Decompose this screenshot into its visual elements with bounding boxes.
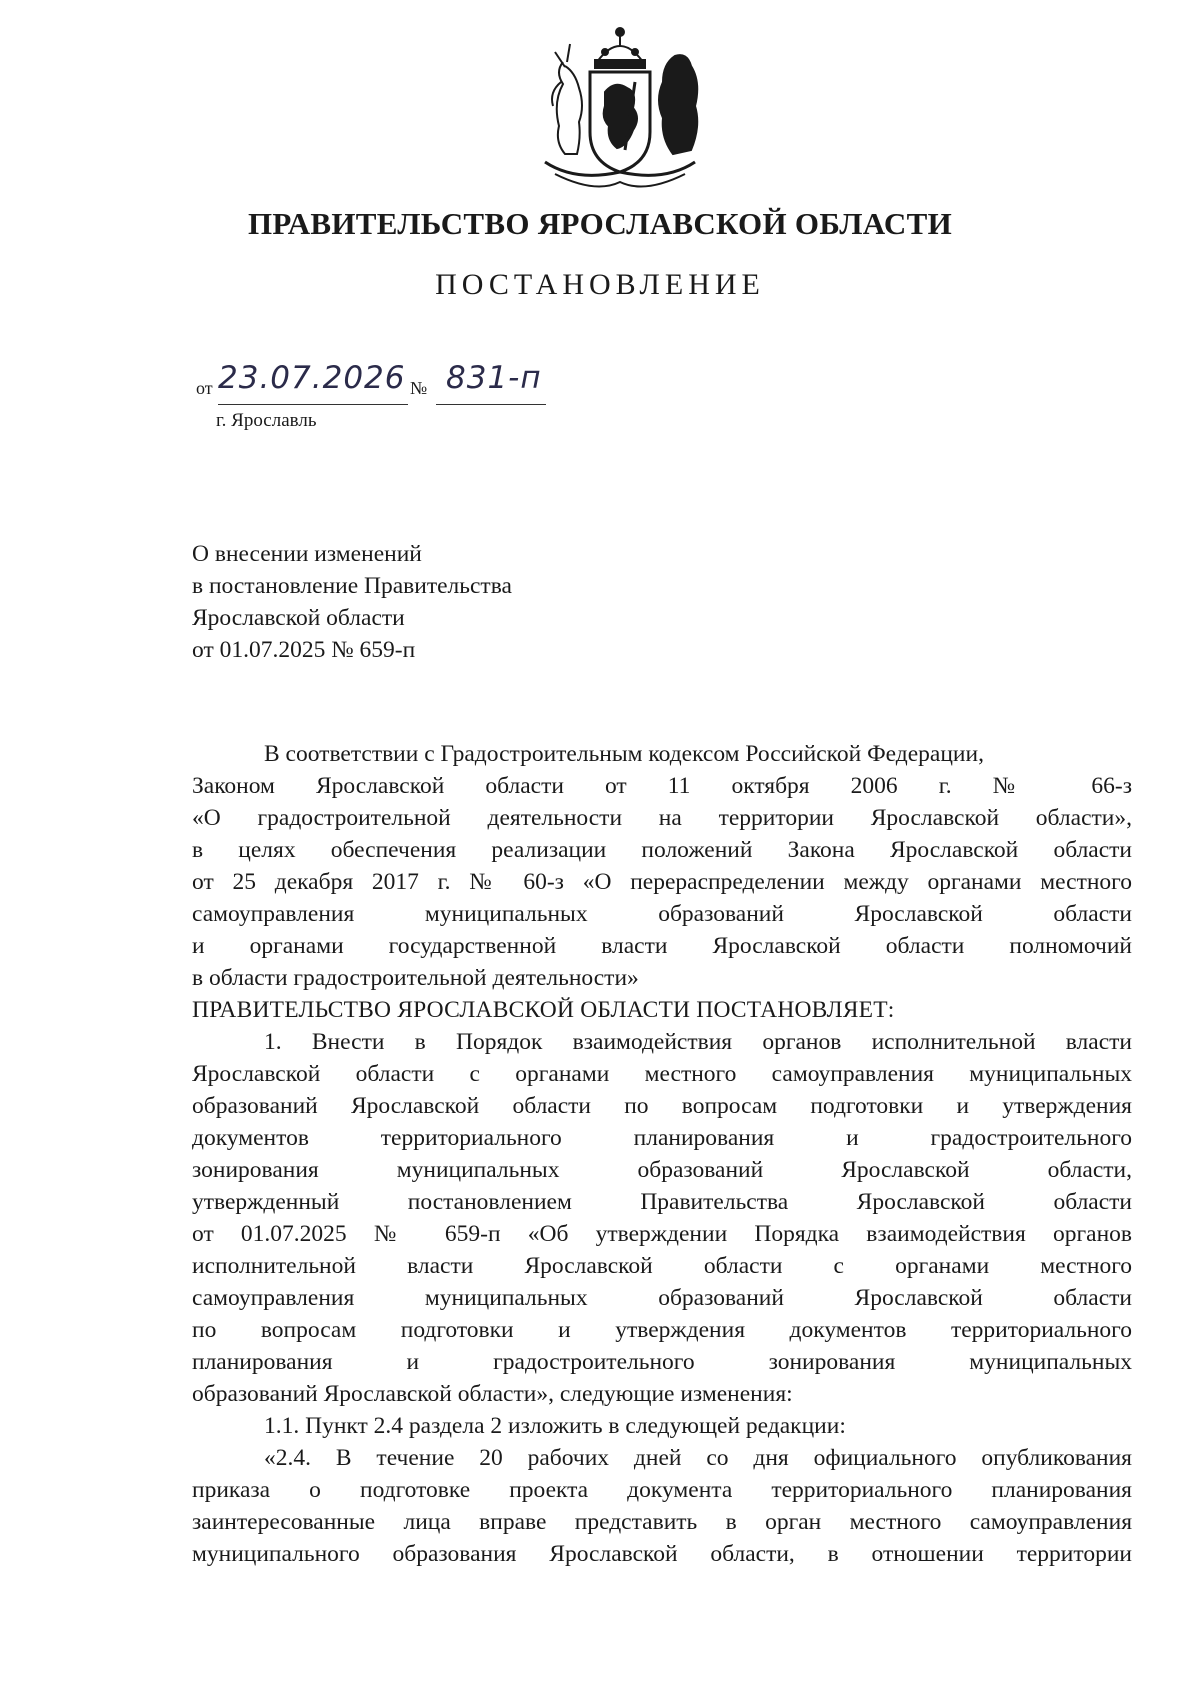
item1-line: документов территориального планирования и градостроительного xyxy=(192,1125,1132,1151)
item1-line: исполнительной власти Ярославской области с органами местного xyxy=(192,1253,1132,1279)
handwritten-date: 23.07.2026 xyxy=(218,360,406,396)
item1-line: Ярославской области с органами местного самоуправления муниципальных xyxy=(192,1061,1132,1087)
preamble-line: Законом Ярославской области от 11 октября 2006 г. № 66-з xyxy=(192,773,1132,799)
item1-line: утвержденный постановлением Правительства Ярославской области xyxy=(192,1189,1132,1215)
item1-line: образований Ярославской области по вопросам подготовки и утверждения xyxy=(192,1093,1132,1119)
handwritten-number: 831-п xyxy=(446,360,542,396)
item2-4-line: приказа о подготовке проекта документа территориального планирования xyxy=(192,1477,1132,1503)
number-sign: № xyxy=(410,378,428,398)
subject-line: Ярославской области xyxy=(192,605,405,631)
item1-line: по вопросам подготовки и утверждения документов территориального xyxy=(192,1317,1132,1343)
item1-line: планирования и градостроительного зонирования муниципальных xyxy=(192,1349,1132,1375)
item1-line: 1. Внести в Порядок взаимодействия органов исполнительной власти xyxy=(264,1029,1132,1055)
date-underline xyxy=(218,404,408,405)
number-underline xyxy=(436,404,546,405)
item1-line: самоуправления муниципальных образований Ярославской области xyxy=(192,1285,1132,1311)
item1-line: зонирования муниципальных образований Ярославской области, xyxy=(192,1157,1132,1183)
item2-4-line: муниципального образования Ярославской области, в отношении территории xyxy=(192,1541,1132,1567)
preamble-line: В соответствии с Градостроительным кодексом Российской Федерации, xyxy=(264,741,984,767)
item1-line: образований Ярославской области», следующие изменения: xyxy=(192,1381,793,1407)
organization-title: ПРАВИТЕЛЬСТВО ЯРОСЛАВСКОЙ ОБЛАСТИ xyxy=(248,206,952,241)
item2-4-line: «2.4. В течение 20 рабочих дней со дня официального опубликования xyxy=(264,1445,1132,1471)
coat-of-arms-icon xyxy=(535,22,705,194)
city: г. Ярославль xyxy=(216,410,317,431)
item1-1-line: 1.1. Пункт 2.4 раздела 2 изложить в следующей редакции: xyxy=(264,1413,846,1439)
preamble-line: самоуправления муниципальных образований Ярославской области xyxy=(192,901,1132,927)
subject-line: от 01.07.2025 № 659-п xyxy=(192,637,416,663)
date-number-line xyxy=(196,360,596,410)
preamble-line: от 25 декабря 2017 г. № 60-з «О перераспределении между органами местного xyxy=(192,869,1132,895)
preamble-line: в целях обеспечения реализации положений Закона Ярославской области xyxy=(192,837,1132,863)
resolves-line: ПРАВИТЕЛЬСТВО ЯРОСЛАВСКОЙ ОБЛАСТИ ПОСТАНОВЛЯЕТ: xyxy=(192,997,895,1023)
preamble-line: и органами государственной власти Ярославской области полномочий xyxy=(192,933,1132,959)
preamble-line: «О градостроительной деятельности на территории Ярославской области», xyxy=(192,805,1132,831)
subject-line: О внесении изменений xyxy=(192,541,422,567)
document-type: ПОСТАНОВЛЕНИЕ xyxy=(435,268,765,301)
item1-line: от 01.07.2025 № 659-п «Об утверждении Порядка взаимодействия органов xyxy=(192,1221,1132,1247)
document-subject xyxy=(192,538,792,666)
subject-line: в постановление Правительства xyxy=(192,573,512,599)
document-body xyxy=(192,738,1132,1570)
date-prefix: от xyxy=(196,378,213,398)
preamble-line: в области градостроительной деятельности» xyxy=(192,965,639,991)
item2-4-line: заинтересованные лица вправе представить в орган местного самоуправления xyxy=(192,1509,1132,1535)
